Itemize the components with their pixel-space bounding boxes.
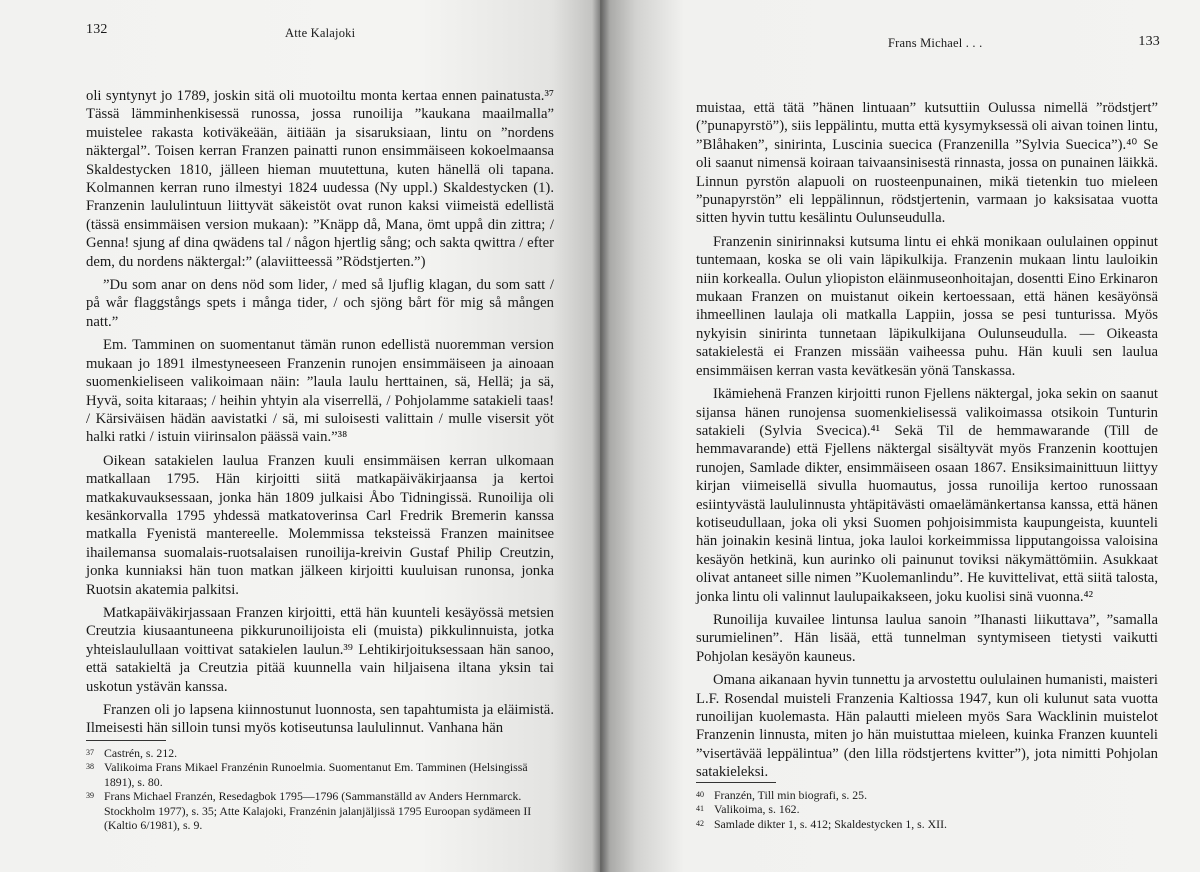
paragraph: Oikean satakielen laulua Franzen kuuli ensimmäisen kerran ulkomaan matkallaan 1795. Hän kirjoitti siitä matkapäiväkirjaansa ja kertoi matkakuvauksessaan, jonka hän 1809 julkaisi Åbo Tidningissä. Runoilija oli kesänkorvalla 1795 yhdessä matkatoverinsa Carl Fredrik Bremerin kanssa matkalla Fyenistä mantereelle. Molemmissa teksteissä Franzen mainitsee ihailemansa suomalais-ruotsalaisen runoilija-kreivin Gustaf Philip Creutzin, jonka kunniaksi hän tuon matkan jälkeen kirjoitti kuuluisan runonsa, jonka Ruotsin akatemia palkitsi. [86,452,554,598]
right-page [600,0,1200,872]
footnote-mark: 37 [86,748,94,757]
footnote [696,788,1154,802]
footnote-text: Franzén, Till min biografi, s. 25. [714,788,868,802]
footnote-mark: 42 [696,818,704,828]
paragraph: Omana aikanaan hyvin tunnettu ja arvostettu oululainen humanisti, maisteri L.F. Rosendal muisteli Franzenia Kaltiossa 1947, kun oli kulunut sata vuotta runoilijan kuolemasta. Hän palautti mieleen myös Sara Wacklinin muistelot Franzenin linnusta, miten jo hän muistuttaa mieleen, kuinka Franzen kuunteli ”visertävää leppälintua” (den lilla rödstjertens kvitter”), jota nimitti Pohjolan satakieleksi. [696,672,1158,781]
footnotes [696,782,1154,831]
footnote-mark: 38 [86,762,94,772]
footnote [86,746,556,760]
footnote-text: Valikoima Frans Mikael Franzénin Runoelmia. Suomentanut Em. Tamminen (Helsingissä 1891), s. 80. [104,760,528,789]
paragraph: muistaa, että tätä ”hänen lintuaan” kutsuttiin Oulussa nimellä ”rödstjert” (”punapyrstö”), siis leppälintu, mutta että kysymyksessä oli aivan toinen lintu, ”Blåhaken”, sinirinta, Luscinia suecica (Franzenilla ”Sylvia Suecica”).⁴⁰ Se oli saanut nimensä koiraan taivaansinisestä rinnasta, jossa on punainen läikkä. Linnun pyrstön alapuoli on ruosteenpunainen, mikä tietenkin tuo mieleen ”punapyrstön” eli leppälinnun, rödstjertenin, varmaan jo kaksisataa vuotta sitten hyvin tuttu kesälintu Oulunseudulla. [696,100,1158,227]
footnote-rule [86,740,166,741]
paragraph: Runoilija kuvailee lintunsa laulua sanoin ”Ihanasti liikuttava”, ”samalla surumielinen”. Hän lisää, että tunnelman syntymiseen tietysti vaikutti Pohjolan kesäyön kauneus. [696,611,1158,665]
body-text [696,99,1158,787]
book-gutter [592,0,610,872]
page-number: 132 [86,22,108,37]
footnote-text: Valikoima, s. 162. [714,802,800,817]
paragraph: Franzen oli jo lapsena kiinnostunut luonnosta, sen tapahtumista ja eläimistä. Ilmeisesti hän silloin tunsi myös kotiseutunsa laululinnut. Vanhana hän [86,702,554,737]
body-text [86,87,554,743]
footnote [86,760,556,789]
footnote-text: Frans Michael Franzén, Resedagbok 1795—1796 (Sammanställd av Anders Hernmarck. Stockholm 1977), s. 35; Atte Kalajoki, Franzénin jalanjäljissä 1795 Euroopan sydämeen II (Kaltio 6/1981), s. 9. [104,789,532,833]
footnote [696,817,1154,831]
footnote [696,802,1154,816]
footnote-mark: 40 [696,790,704,799]
footnote-rule [696,782,776,783]
page-number: 133 [1138,34,1160,49]
paragraph: Matkapäiväkirjassaan Franzen kirjoitti, että hän kuunteli kesäyössä metsien Creutzia kiusaantuneena pikkurunoilijoista eli (muista) pikkulinnuista, jotka yhteislaulullaan voittivat satakielen laulun.³⁹ Lehtikirjoituksessaan hän sanoo, että satakieltä ja Creutzia pitää kuunnella vain hiljaisena iltana yksin tai uskotun ystävän kanssa. [86,604,554,695]
footnote-text: Castrén, s. 212. [104,746,178,760]
paragraph: Em. Tamminen on suomentanut tämän runon edellistä nuoremman version mukaan jo 1891 ilmestyneeseen Franzenin runojen ensimmäiseen ja ainoaan suomenkieliseen valikoimaan näin: ”laula laulu herttainen, sä, Hellä; ja sä, Hyvä, soita kitaraas; / heihin yhtyin ala viserrellä, / Pohjolamme satakieli taas! / Kärsiväisen hädän aavistatki / sä, mi suloisesti valittain / mulle visersit yöt halki ratki / istuin viirinsalon päässä vain.”³⁸ [86,337,554,446]
footnote-mark: 39 [86,791,94,801]
running-head: Frans Michael . . . [888,36,983,50]
running-head: Atte Kalajoki [285,26,356,40]
footnote-text: Samlade dikter 1, s. 412; Skaldestycken 1, s. XII. [714,816,947,831]
paragraph: Franzenin sinirinnaksi kutsuma lintu ei ehkä monikaan oululainen oppinut tuntemaan, koska se oli vain läpikulkija. Franzenin mukaan lintu lauloikin niin korkealla. Oulun yliopiston eläinmuseonhoitajan, dosentti Eino Erkinaron mukaan Franzen on muistanut oikein kertoessaan, että hänen kesäyönsä ihmeellinen laulaja oli matkalla Lappiin, jossa se pesi tunturissa. Myös nykyisin sinirinta tunnetaan läpikulkijana Oulunseudulla. — Oikeasta satakielestä ei Franzen missään vaiheessa puhu. Hän kuuli sen laulua ensimmäisen kerran vasta kevätkesän yönä Tanskassa. [696,233,1158,379]
footnotes [86,740,556,832]
footnote [86,789,556,832]
paragraph: oli syntynyt jo 1789, joskin sitä oli muotoiltu monta kertaa ennen painatusta.³⁷ Tässä lämminhenkisessä runossa, jossa runoilija ”kaukana maailmalla” muistelee rakasta kotiväkeään, äitiään ja sisaruksiaan, lintu on ”nordens näktergal”. Toisen kerran Franzen painatti runon ensimmäiseen kokoelmaansa Skaldestycken 1810, jälleen hieman muutettuna, kuten hänellä oli tapana. Kolmannen kerran runo ilmestyi 1824 uudessa (Ny uppl.) Skaldestycken (1). Franzenin laululintuun liittyvät säkeistöt ovat runon kaksi viimeistä edellistä (tässä ensimmäisen version mukaan): ”Knäpp då, Mana, ömt uppå din zittra; / Genna! sjung af dina qwädens tal / någon hjertlig sång; och sakta qwittra / efter dem, du nordens näktergal:” (alaviitteessä ”Rödstjerten.”) [86,88,554,270]
paragraph: ”Du som anar on dens nöd som lider, / med så ljuflig klagan, du som satt / på wår flaggstångs spets i många tider, / och sjöng bårt för mig så mången natt.” [86,277,554,330]
footnote-mark: 41 [696,804,704,814]
paragraph: Ikämiehenä Franzen kirjoitti runon Fjellens näktergal, joka sekin on saanut sijansa hänen runojensa suomenkielisessä valikoimassa otsikoin Tunturin satakieli (Sylvia Svecica).⁴¹ Sekä Til de hemmawarande (Till de hemmavarande) että Fjellens näktergal sisältyvät myös Franzenin koottujen runojen, Samlade dikter, ensimmäiseen osaan 1867. Ensiksimainittuun liittyy kirjan viimeisellä sivulla huomautus, jossa runoilija kertoo runossaan esiintyvästä laululinnusta yhtäpitävästi omaelämänkertansa kanssa, että hänen kotiseudullaan, joka oli yksi Suomen pohjoisimmista kaupungeista, kuunteli hän joinakin kesinä lintua, joka lauloi korkeimmissa lipputangoissa valoisina kesäyön hetkinä, kun aurinko oli painunut toviksi näkymättömiin. Asukkaat olivat antaneet sille nimen ”Kuolemanlindu”. He kuvittelivat, että siitä talosta, jonka lintu oli valinnut laulupaikakseen, joku kuolisi sinä vuonna.⁴² [696,386,1158,605]
